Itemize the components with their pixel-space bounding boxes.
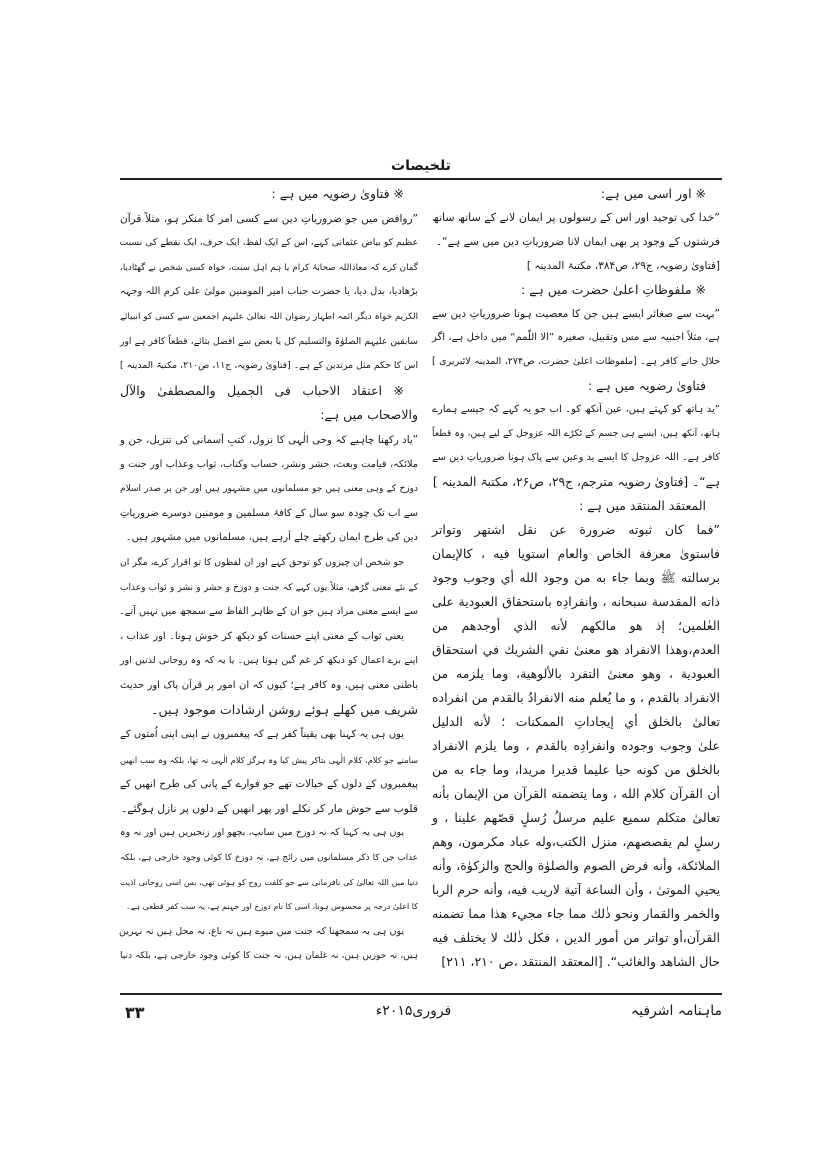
text-line: برسالته ﷺ وبما جاء به من وجود الله أي وجوب وجود (432, 570, 720, 585)
text-line: دوزخ کے وہی معنی ہیں جو مسلمانوں میں مشہور ہیں اور جن پر صدر اسلام (120, 484, 418, 495)
text-line: عظیم کو بیاض عثمانی کہے، اس کے ایک لفظ، ایک حرف، ایک نقطے کی نسبت (119, 237, 418, 249)
text-line: عذاب جن کا ذکر مسلمانوں میں رائج ہے، نہ دوزخ کا کوئی وجود خارجی ہے، بلکہ (120, 853, 418, 864)
left-column (120, 182, 418, 969)
section-title: تلخیصات (391, 158, 451, 174)
text-line: الملائكة، وأنه فرض الصوم والصلوٰة والحج والزكوٰة، وأنه (432, 858, 720, 873)
text-line: ※ اعتقاد الاحباب فی الجمیل والمصطفیٰ والآل (120, 382, 404, 398)
text-line: یعنی ثواب کے معنی اپنے حسنات کو دیکھ کر خوش ہونا۔ اور عذاب ، (120, 630, 404, 642)
magazine-name: ماہنامہ اشرفیہ (630, 1003, 722, 1019)
text-line: [فتاویٰ رضویہ، ج۲۹، ص۳۸۴، مکتبۃ المدینہ ] (526, 260, 720, 272)
text-line: سے ایسے معنی مراد ہیں جو ان کے ظاہر الفاظ سے سمجھ میں نہیں آتے۔ (119, 606, 418, 618)
text-line: علىٰ وجوب وجوده وانفرادِه بالقدم ، وما يلزم الانفراد (432, 738, 720, 753)
text-line: العبودية ، وهو معنىٰ التفرد بالألوهية، وما يلزمه من (432, 666, 720, 681)
page-number: ۳۳ (125, 1003, 145, 1022)
text-line: ※ اور اسی میں ہے: (600, 186, 706, 201)
header-rule (120, 178, 722, 180)
text-line: ذاته المقدسة سبحانه ، وانفرادِه باستحقاق العبودية على (432, 594, 720, 609)
text-line: ہے، مثلاً اجنبیہ سے مس وتقبیل، صغیرہ ”الا اللّمم“ میں داخل ہے، اگر (432, 332, 720, 343)
text-line: یوں ہی یہ کہنا بھی یقیناً کفر ہے کہ پیغمبروں نے اپنی اپنی اُمتوں کے (120, 729, 404, 741)
text-line: العٰلمين؛ إذ هو مالكهم لأنه الذي أوجدهم من (432, 618, 720, 633)
text-line: پیغمبروں کے دلوں کے خیالات تھے جو فوارے کے پانی کی طرح انھیں کے (120, 778, 418, 791)
text-line: ”بہت سے صغائر ایسے ہیں جن کا معصیت ہونا ضروریاتِ دین سے (432, 308, 720, 320)
text-line: یوں ہی یہ کہنا کہ نہ دوزخ میں سانپ، بچھو اور زنجیریں ہیں اور نہ وہ (120, 827, 404, 839)
text-line: العدم،وهذا الانفراد هو معنىٰ نفي الشريك في استحقاق (432, 642, 720, 657)
text-line: حال الشاهد والغائب“. [المعتقد المنتقد ،ص ۲۱۰، ۲۱۱] (441, 954, 720, 969)
text-line: کا اعلیٰ درجہ پر محسوس ہونا، اسی کا نام دوزخ اور جہنم ہے، یہ سب کفر قطعی ہے۔ (126, 902, 418, 912)
text-line: ”خدا کی توحید اور اس کے رسولوں پر ایمان لانے کے ساتھ ساتھ (432, 211, 720, 224)
text-line: أن القرآن كلام الله ، وما يتضمنه القرآن من الإيمان بأنه (432, 786, 720, 801)
text-line: والخمر والقمار ونحو ذٰلك مما جاء مجيء هذا مما تضمنه (432, 906, 720, 921)
right-column (432, 182, 720, 974)
footer-rule (120, 993, 722, 995)
text-line: فرشتوں کے وجود پر بھی ایمان لانا ضروریاتِ دین میں سے ہے“۔ (435, 235, 720, 248)
text-line: ※ ملفوظاتِ اعلیٰ حضرت میں ہے : (520, 282, 706, 297)
text-line: اپنے برے اعمال کو دیکھ کر غم گین ہونا ہیں۔ یا یہ کہ وہ روحانی لذتیں اور (120, 655, 418, 667)
text-line: يحيي الموتىٰ ، وأن الساعة آتية لاريب فيه، وأنه حرم الربا (432, 883, 720, 897)
text-line: دنیا میں اللہ تعالیٰ کی نافرمانی سے جو کلفت روح کو ہوئی تھی، بس اسی روحانی اذیت (120, 877, 418, 887)
text-line: تعالىٰ بالخلق أي إيجاداتِ الممكنات ؛ لأنه الدليل (432, 714, 720, 729)
text-line: ہیں، نہ حوریں ہیں، نہ غلمان ہیں، نہ جنت کا کوئی وجود خارجی ہے، بلکہ دنیا (120, 951, 418, 962)
text-line: ※ فتاویٰ رضویہ میں ہے : (271, 186, 404, 201)
text-line: ”روافض میں جو ضروریاتِ دین سے کسی امر کا منکر ہو، مثلاً قرآن (120, 212, 418, 225)
text-line: ”فما كان ثبوته ضرورة عن نقل اشتهر وتواتر (432, 522, 720, 537)
text-line: شریف میں کھلے ہوئے روشن ارشادات موجود ہیں۔ (151, 702, 418, 718)
text-line: گمان کرے کہ معاذاللہ صحابۂ کرام یا ہم اہل سنت، خواہ کسی شخص نے گھٹادیا، (120, 262, 418, 273)
text-line: ملائکہ، قیامت وبعث، حشر ونشر، حساب وکتاب، ثواب وعذاب اور جنت و (120, 458, 418, 470)
text-line: کافر ہے۔ اللہ عزوجل کا ایسے ید وعین سے پاک ہونا ضروریاتِ دین سے (432, 452, 720, 463)
issue-date: فروری۲۰۱۵ء (375, 1003, 452, 1019)
text-line: ہے“۔ [فتاویٰ رضویہ مترجم، ج۲۹، ص۲۶، مکتبۃ المدینہ ] (432, 475, 720, 489)
text-line: القرآن،أو تواتر من أمور الدين ، فكل ذٰلك لا يختلف فيه (432, 930, 720, 945)
text-line: فتاویٰ رضویہ میں ہے : (587, 378, 706, 393)
text-line: ”یاد رکھنا چاہیے کہ وحی الٰہی کا نزول، کتبِ آسمانی کی تنزیل، جن و (120, 433, 418, 446)
text-line: اس کا حکم مثل مرتدین کے ہے۔ [فتاویٰ رضویہ، ج۱۱، ص۲۱۰، مکتبۃ المدینہ ] (120, 360, 419, 372)
text-line: بڑھادیا، بدل دیا، یا حضرت جناب امیر المومنین مولیٰ علی کرم اللہ وجہہ (120, 286, 418, 298)
text-line: دین کی طرح ایمان رکھتے چلے آرہے ہیں، مسلمانوں میں مشہور ہیں۔ (125, 532, 418, 544)
text-line: المعتقد المنتقد میں ہے : (579, 498, 706, 513)
text-line: سے اب تک چودہ سو سال کے کافۂ مسلمین و مومنین دوسرے ضروریاتِ (120, 507, 418, 519)
text-line: الانفراد بالقدم ، و ما يُعلم منه الانفرادُ بالقدم من انفراده (432, 690, 720, 705)
text-line: یوں ہی یہ سمجھنا کہ جنت میں میوے ہیں نہ باغ، نہ محل ہیں نہ نہریں (119, 925, 404, 937)
text-line: باطنی معنی ہیں، وہ کافر ہے؛ کیوں کہ ان امور پر قرآن پاک اور حدیث (120, 679, 418, 691)
text-line: تعالىٰ متكلم سميع عليم مرسلُ رُسلٍ قصّهم علينا ، و (432, 810, 720, 825)
text-line: بالخلق من كونه حيا عليما قديرا مريدا، وما جاء به من (432, 762, 720, 777)
text-line: کے نئے معنی گڑھے، مثلاً یوں کہے کہ جنت و دوزخ و حشر و نشر و ثواب وعذاب (120, 582, 418, 593)
text-line: فاستوىٰ معرفة الخاص والعام استويا فيه ، كالإيمان (432, 546, 720, 561)
text-line: ہاتھ، آنکھ ہیں، ایسے ہی جسم کے ٹکڑے اللہ عزوجل کے لیے ہیں، وہ قطعاً (432, 428, 720, 439)
text-line: قلوب سے جوش مار کر نکلے اور پھر انھیں کے دلوں پر نازل ہوگئے۔ (120, 801, 418, 815)
text-line: سابقین علیہم الصلوٰۃ والتسلیم کل یا بعض سے افضل بتائے، قطعاً کافر ہے اور (120, 335, 418, 347)
text-line: سامنے جو کلام، کلام الٰہی بتاکر پیش کیا وہ ہرگز کلام الٰہی نہ تھا، بلکہ وہ سب انھیں (120, 754, 418, 765)
text-line: حلال جانے کافر ہے۔ [ملفوظات اعلیٰ حضرت، ص۲۷۴، المدینہ لائبریری ] (432, 356, 720, 367)
text-line: جو شخص ان چیزوں کو توحق کہے اور ان لفظوں کا تو اقرار کرے، مگر ان (120, 556, 404, 568)
text-line: الکریم خواہ دیگر ائمہ اطہار رضوان اللہ تعالیٰ علیہم اجمعین سے کسی کو انبیائے (120, 311, 418, 322)
text-line: والاصحاب میں ہے: (320, 407, 418, 423)
text-line: رسلٍ لم يقصصهم، منزل الكتب،وله عباد مكرمون، وهم (432, 834, 720, 849)
text-line: ”ید ہاتھ کو کہتے ہیں، عین آنکھ کو۔ اب جو یہ کہے کہ جیسے ہمارے (432, 404, 720, 415)
